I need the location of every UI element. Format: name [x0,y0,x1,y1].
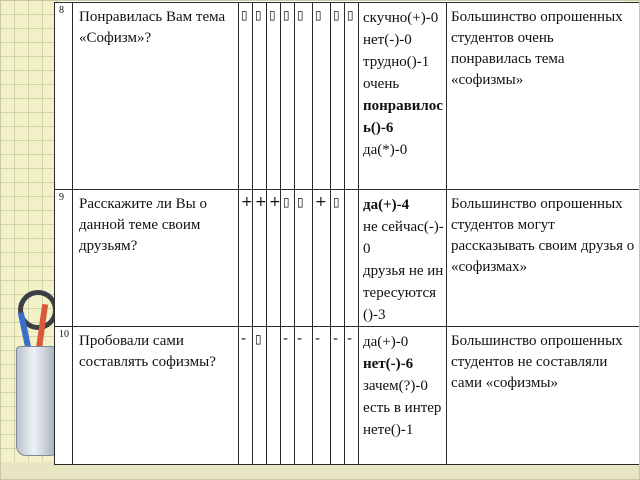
mark-cell: + [253,190,267,327]
missing-glyph-icon: ▯ [255,332,262,346]
answer-line: зачем(?)-0 [363,378,428,394]
answer-line: нет(-)-6 [363,356,414,372]
missing-glyph-icon: ▯ [283,195,290,209]
row-number: 10 [55,327,73,465]
missing-glyph-icon: ▯ [333,195,340,209]
missing-glyph-icon: ▯ [297,8,304,22]
missing-glyph-icon: ▯ [269,8,276,22]
missing-glyph-icon: ▯ [297,195,304,209]
mark-cell: + [267,190,281,327]
missing-glyph-icon: ▯ [241,8,248,22]
mark-cell: - [331,327,345,465]
answer-line: да(+)-0 [363,334,409,350]
missing-glyph-icon: ▯ [315,8,322,22]
conclusion-cell: Большинство опрошенных студентов очень понравилась тема «софизмы» [447,3,640,190]
question-cell: Пробовали сами составлять софизмы? [73,327,239,465]
conclusion-cell: Большинство опрошенных студентов могут рассказывать своим друзья о «софизмах» [447,190,640,327]
mark-cell: - [239,327,253,465]
conclusion-cell: Большинство опрошенных студентов не составляли сами «софизмы» [447,327,640,465]
answer-line: не сейчас(-)-0 [363,219,444,257]
answer-line: очень [363,76,400,92]
missing-glyph-icon: ▯ [255,8,262,22]
mark-cell: + [313,190,331,327]
answer-line: понравилось()-6 [363,98,443,136]
mark-cell: - [295,327,313,465]
answer-line: да(*)-0 [363,142,408,158]
answer-line: трудно()-1 [363,54,430,70]
answer-line: скучно(+)-0 [363,10,439,26]
row-number: 8 [55,3,73,190]
answer-line: друзья не интересуются ()-3 [363,263,444,323]
answer-line: да(+)-4 [363,197,410,213]
question-cell: Расскажите ли Вы о данной теме своим друзьям? [73,190,239,327]
row-number: 9 [55,190,73,327]
answer-line: нет(-)-0 [363,32,412,48]
mark-cell: + [239,190,253,327]
mark-cell: - [313,327,331,465]
answer-line: есть в интернете()-1 [363,400,442,438]
mark-cell: - [345,327,359,465]
missing-glyph-icon: ▯ [283,8,290,22]
missing-glyph-icon: ▯ [347,8,354,22]
question-cell: Понравилась Вам тема «Софизм»? [73,3,239,190]
missing-glyph-icon: ▯ [333,8,340,22]
mark-cell: - [281,327,295,465]
